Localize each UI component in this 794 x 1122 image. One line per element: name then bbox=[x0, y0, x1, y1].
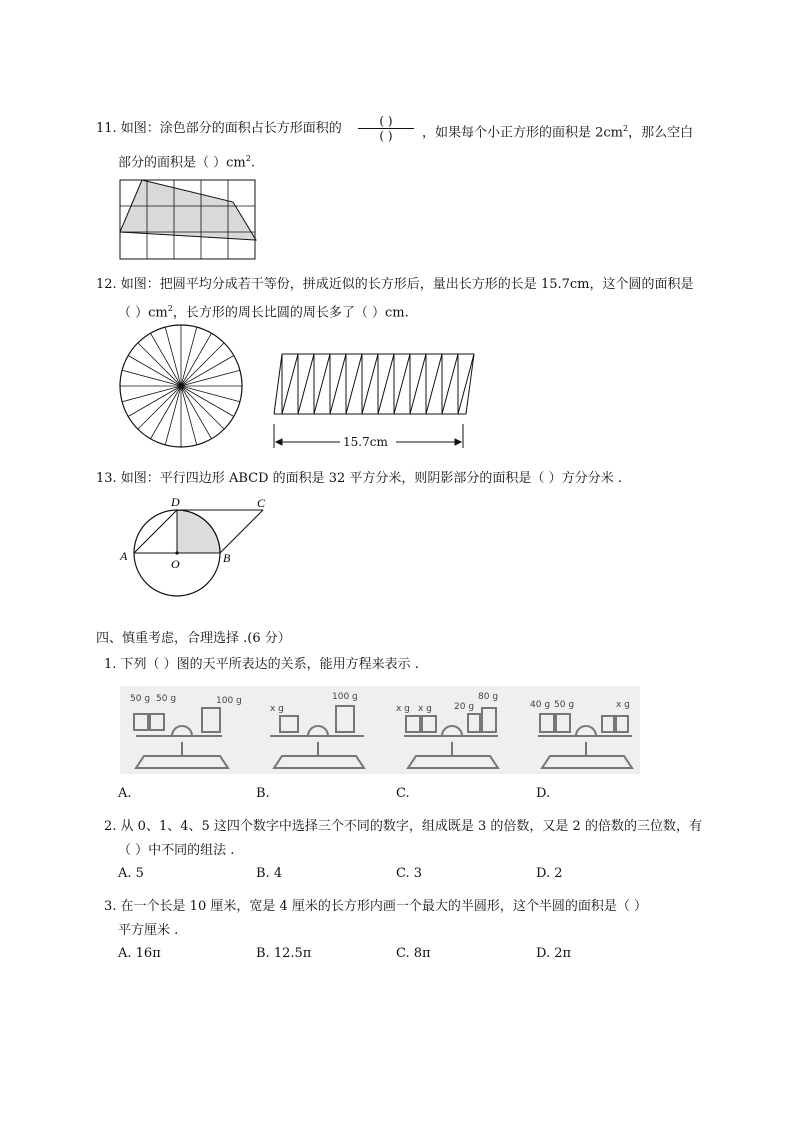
scale-c-label-4: 80 g bbox=[478, 692, 499, 702]
q12-sector-line bbox=[181, 386, 240, 402]
s4-q3-option-b[interactable]: B. 12.5π bbox=[256, 946, 312, 961]
q12-line1 bbox=[96, 276, 694, 294]
scale-c-label-1: x g bbox=[396, 704, 410, 714]
q11-line2-end: . bbox=[250, 155, 255, 171]
scale-b-label-1: x g bbox=[270, 704, 284, 714]
scale-d-label-3: x g bbox=[616, 700, 630, 710]
balance-d bbox=[538, 714, 632, 768]
q12-line2-text-a: （ ）cm bbox=[118, 305, 168, 321]
q11-fraction-numerator: ( ) bbox=[379, 114, 393, 128]
q13-label-o: O bbox=[171, 557, 180, 571]
scale-b-label-2: 100 g bbox=[332, 692, 358, 702]
q11-sup: 2 bbox=[623, 124, 629, 133]
q11-text-suffix-a: ，如果每个小正方形的面积是 2cm bbox=[422, 125, 624, 141]
q13-center-dot bbox=[175, 551, 178, 554]
q12-approx-rectangle bbox=[274, 354, 474, 414]
s4-q3-option-d[interactable]: D. 2π bbox=[536, 946, 572, 961]
q11-text-suffix-b: ，那么空白 bbox=[628, 125, 694, 141]
q12-sectors bbox=[120, 325, 242, 447]
balance-a bbox=[134, 708, 228, 768]
scale-d-label-2: 50 g bbox=[554, 700, 575, 710]
q12-length-label: 15.7cm bbox=[343, 435, 388, 449]
s4-q1-option-c[interactable]: C. bbox=[396, 786, 410, 801]
q12-line2 bbox=[118, 300, 409, 322]
scale-c-label-3: 20 g bbox=[454, 702, 475, 712]
s4-q2-option-d[interactable]: D. 2 bbox=[536, 866, 563, 881]
q11-fraction bbox=[358, 114, 414, 143]
scale-a-label-3: 100 g bbox=[216, 696, 242, 706]
q13-line1 bbox=[96, 470, 622, 488]
q12-sector-line bbox=[122, 386, 181, 402]
section4-heading: 四、慎重考虑，合理选择 .(6 分） bbox=[96, 631, 291, 646]
q12-sector-line bbox=[181, 386, 197, 445]
q12-sector-line bbox=[165, 327, 181, 386]
s4-q2-option-a[interactable]: A. 5 bbox=[118, 866, 144, 881]
q11-shaded-quadrilateral bbox=[120, 180, 256, 240]
s4-q1-stem: 1. 下列（ ）图的天平所表达的关系，能用方程来表示 . bbox=[104, 657, 419, 672]
q12-rect-right-edge bbox=[466, 354, 474, 414]
s4-q3-option-a[interactable]: A. 16π bbox=[118, 946, 161, 961]
q11-line2-sup: 2 bbox=[245, 154, 251, 163]
s4-q3-line1: 3. 在一个长是 10 厘米，宽是 4 厘米的长方形内画一个最大的半圆形，这个半圆的面积是（ ） bbox=[104, 899, 648, 914]
s4-q2-option-c[interactable]: C. 3 bbox=[396, 866, 423, 881]
scale-d-label-1: 40 g bbox=[530, 700, 551, 710]
q13-label-d: D bbox=[171, 495, 180, 509]
q11-line2-text: 部分的面积是（ ）cm bbox=[118, 155, 246, 171]
q11-line1 bbox=[96, 120, 342, 138]
q12-sup: 2 bbox=[167, 304, 173, 313]
q11-fraction-denominator: ( ) bbox=[379, 129, 393, 143]
balance-c bbox=[404, 708, 498, 768]
q12-rect-left-edge bbox=[274, 354, 282, 414]
q13-label-a: A bbox=[120, 549, 128, 563]
s4-q1-option-a[interactable]: A. bbox=[118, 786, 132, 801]
s4-q3-option-c[interactable]: C. 8π bbox=[396, 946, 431, 961]
s4-q1-option-b[interactable]: B. bbox=[256, 786, 270, 801]
balance-b bbox=[270, 706, 364, 768]
q12-sector-line bbox=[122, 370, 181, 386]
s4-q3-line2: 平方厘米 . bbox=[118, 923, 179, 938]
q11-line1-suffix bbox=[422, 120, 693, 142]
q12-line1-text: 12. 如图：把圆平均分成若干等份，拼成近似的长方形后，量出长方形的长是 15.7cm，这个圆的面积是 bbox=[96, 277, 694, 292]
q13-figure bbox=[116, 490, 276, 610]
q13-label-b: B bbox=[223, 551, 231, 565]
q11-text-prefix: 11. 如图：涂色部分的面积占长方形面积的 bbox=[96, 121, 342, 136]
s4-q2-option-b[interactable]: B. 4 bbox=[256, 866, 283, 881]
q13-label-c: C bbox=[257, 496, 266, 510]
q13-line1-text: 13. 如图：平行四边形 ABCD 的面积是 32 平方分米，则阴影部分的面积是（ ）方分分米 . bbox=[96, 471, 622, 486]
q12-sector-line bbox=[181, 370, 240, 386]
q12-line2-text-b: ，长方形的周长比圆的周长多了（ ）cm. bbox=[172, 305, 409, 321]
s4-q2-line2: （ ）中不同的组法 . bbox=[118, 843, 235, 858]
q12-circle-figure bbox=[116, 322, 246, 452]
scale-a-label-1: 50 g bbox=[130, 694, 151, 704]
q11-line2 bbox=[118, 150, 255, 172]
q11-grid-figure bbox=[118, 178, 258, 262]
scale-c-label-2: x g bbox=[418, 704, 432, 714]
q12-sector-line bbox=[181, 327, 197, 386]
s4-q1-option-d[interactable]: D. bbox=[536, 786, 551, 801]
q12-zigzag-sectors bbox=[282, 354, 474, 414]
s4-q2-line1: 2. 从 0、1、4、5 这四个数字中选择三个不同的数字，组成既是 3 的倍数，又是 2 的倍数的三位数，有 bbox=[104, 819, 702, 834]
s4-q1-balances-photo bbox=[120, 686, 640, 774]
scale-a-label-2: 50 g bbox=[156, 694, 177, 704]
q12-sector-line bbox=[165, 386, 181, 445]
